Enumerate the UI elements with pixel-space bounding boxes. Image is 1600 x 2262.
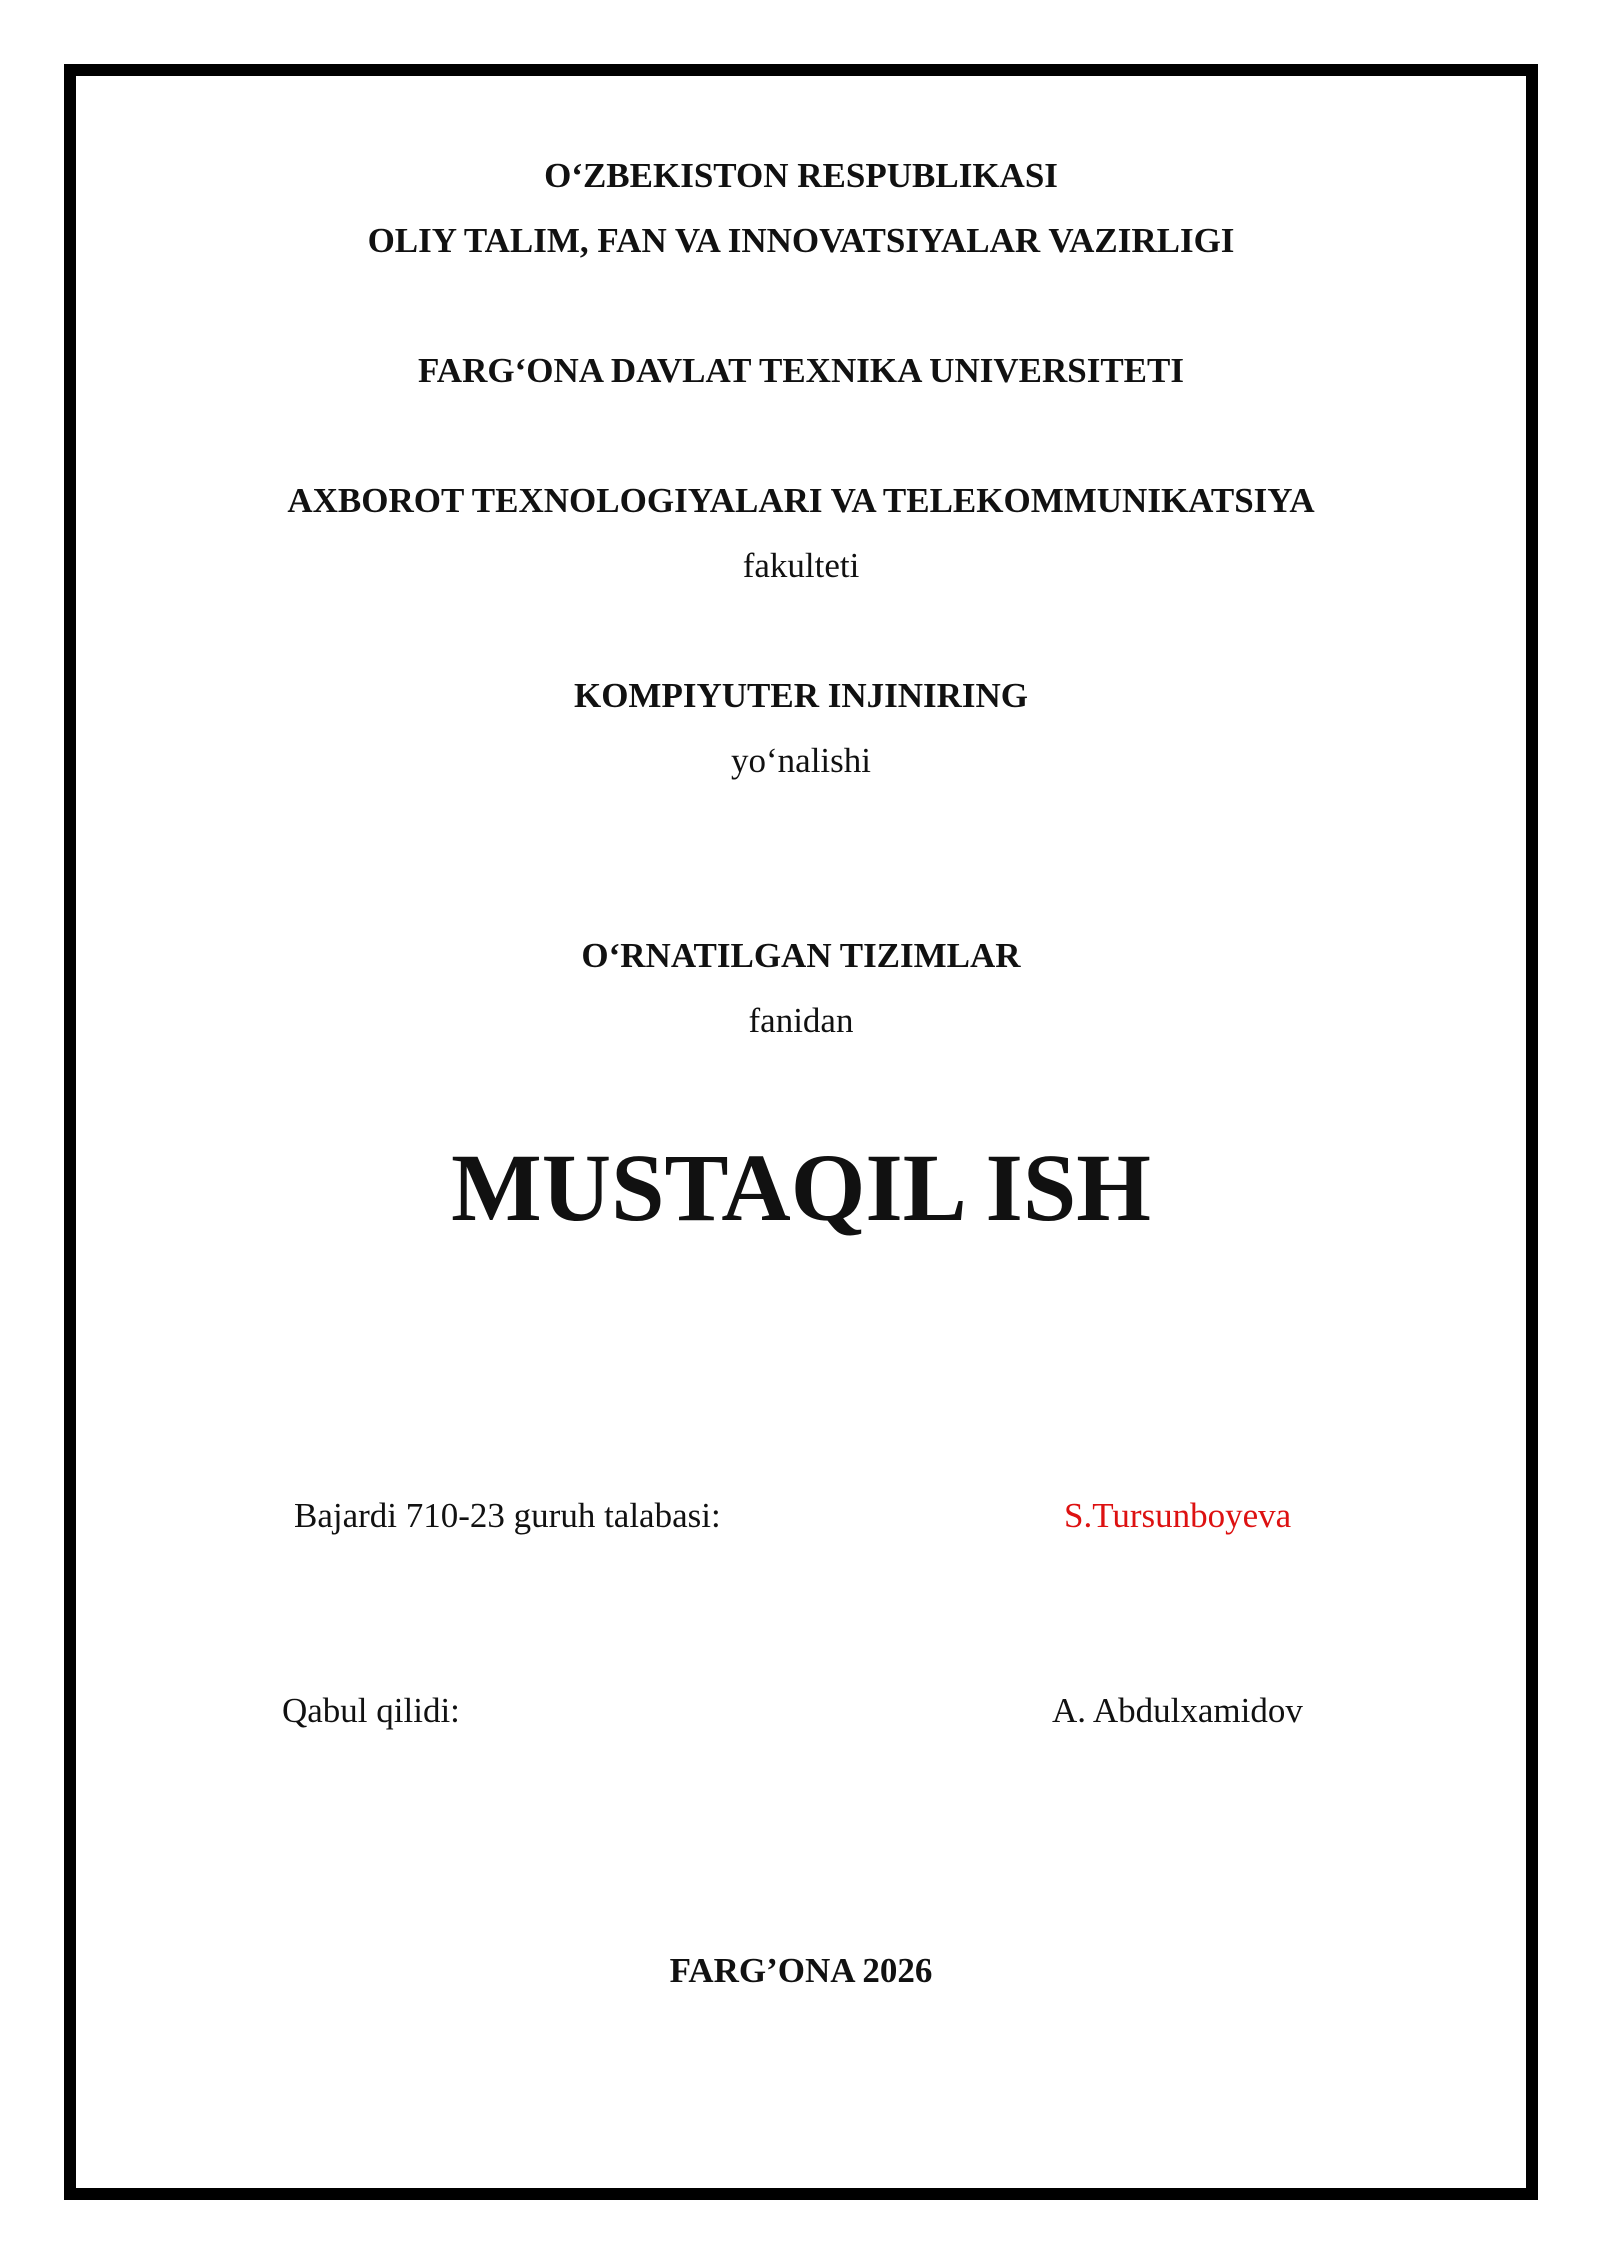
direction-name: KOMPIYUTER INJINIRING	[573, 676, 1029, 715]
ministry-heading: OLIY TALIM, FAN VA INNOVATSIYALAR VAZIRLIGI	[367, 221, 1235, 260]
performed-label: Bajardi 710-23 guruh talabasi:	[294, 1496, 721, 1535]
faculty-name: AXBOROT TEXNOLOGIYALARI VA TELEKOMMUNIKATSIYA	[287, 481, 1315, 520]
teacher-name: A. Abdulxamidov	[1052, 1691, 1303, 1730]
student-name: S.Tursunboyeva	[1064, 1496, 1292, 1535]
accepted-label: Qabul qilidi:	[282, 1691, 460, 1730]
subject-suffix: fanidan	[748, 1001, 854, 1040]
subject-name: O‘RNATILGAN TIZIMLAR	[581, 936, 1021, 975]
city-year: FARG’ONA 2026	[669, 1951, 933, 1990]
university-heading: FARG‘ONA DAVLAT TEXNIKA UNIVERSITETI	[418, 351, 1184, 390]
document-title: MUSTAQIL ISH	[451, 1134, 1151, 1241]
faculty-suffix: fakulteti	[742, 546, 860, 585]
republic-heading: O‘ZBEKISTON RESPUBLIKASI	[544, 156, 1058, 195]
direction-suffix: yo‘nalishi	[731, 741, 871, 780]
